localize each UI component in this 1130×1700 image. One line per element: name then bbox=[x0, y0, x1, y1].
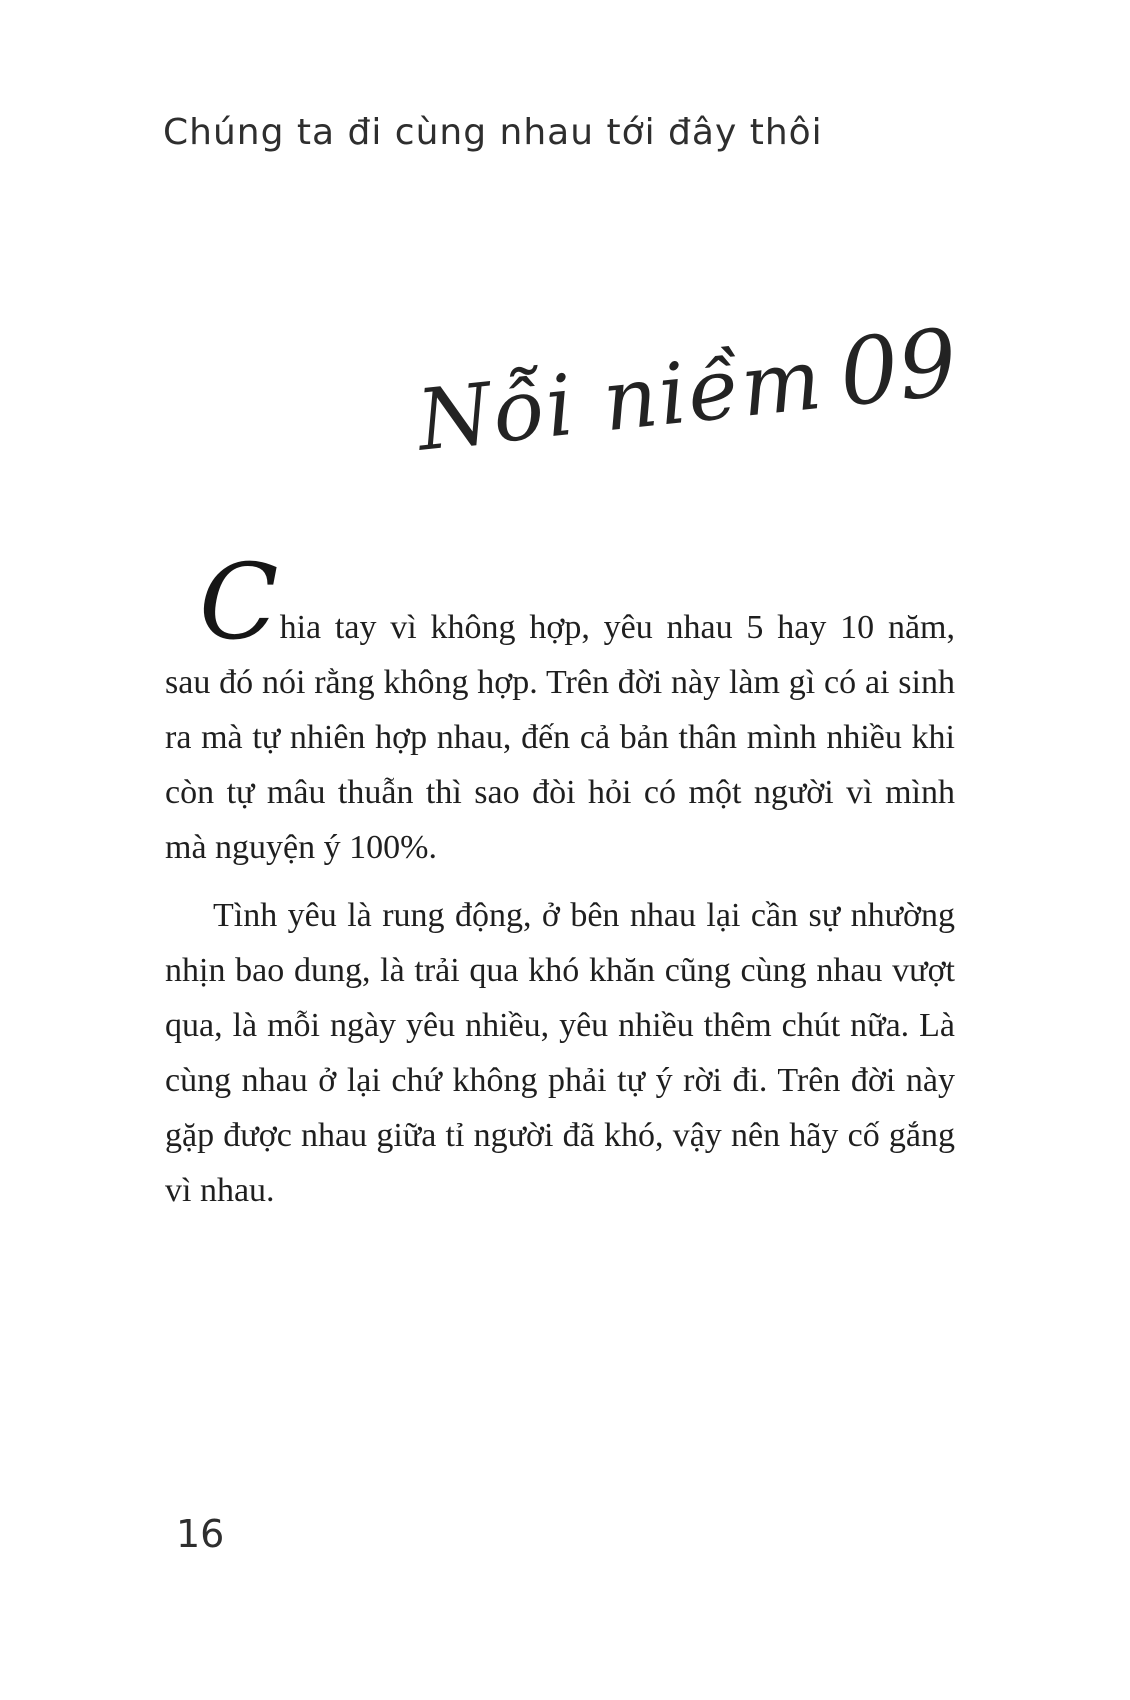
page-number: 16 bbox=[176, 1512, 225, 1556]
chapter-number: 09 bbox=[834, 308, 963, 428]
paragraph-1 bbox=[165, 541, 955, 875]
paragraph-2: Tình yêu là rung động, ở bên nhau lại cần sự nhường nhịn bao dung, là trải qua khó khăn cũng cùng nhau vượt qua, là mỗi ngày yêu nhiều, yêu nhiều thêm chút nữa. Là cùng nhau ở lại chứ không phải tự ý rời đi. Trên đời này gặp được nhau giữa tỉ người đã khó, vậy nên hãy cố gắng vì nhau. bbox=[165, 897, 955, 1209]
dropcap-letter: C bbox=[199, 541, 280, 663]
chapter-title bbox=[412, 308, 963, 470]
paragraph-1-text: hia tay vì không hợp, yêu nhau 5 hay 10 năm, sau đó nói rằng không hợp. Trên đời này làm gì có ai sinh ra mà tự nhiên hợp nhau, đến cả bản thân mình nhiều khi còn tự mâu thuẫn thì sao đòi hỏi có một người vì mình mà nguyện ý 100%. bbox=[165, 609, 955, 866]
chapter-title-script: Nỗi niềm bbox=[412, 329, 828, 470]
running-header: Chúng ta đi cùng nhau tới đây thôi bbox=[163, 112, 823, 153]
body-text bbox=[165, 541, 955, 1218]
